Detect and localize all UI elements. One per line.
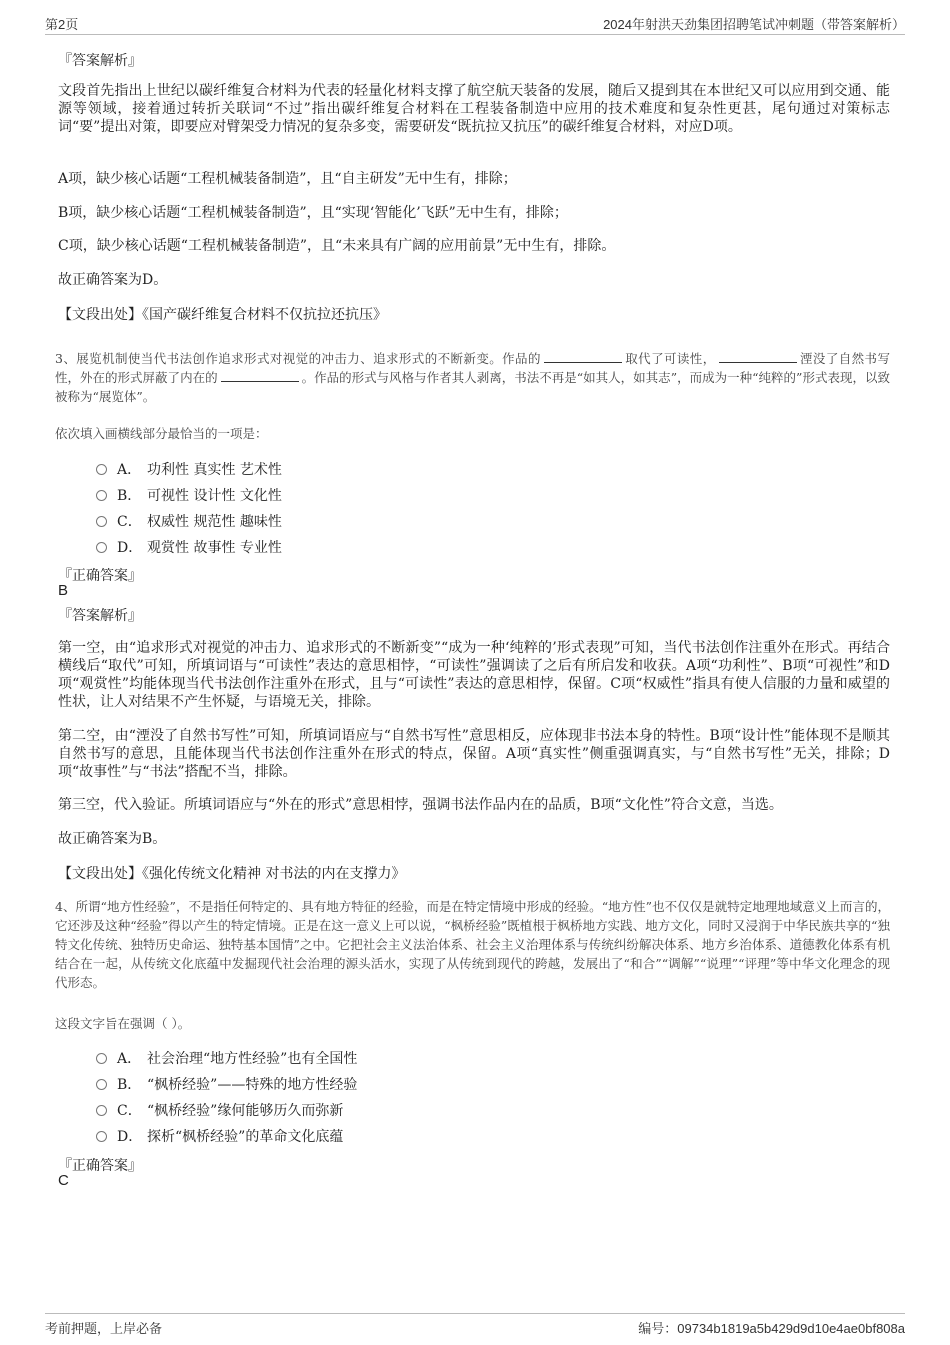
document-id: 编号：09734b1819a5b429d9d10e4ae0bf808a <box>638 1321 905 1336</box>
q4-answer: C <box>58 1172 69 1189</box>
q3-answer-label: 『正确答案』 <box>58 568 142 584</box>
radio-icon[interactable] <box>96 1131 107 1142</box>
q2-conclusion: 故正确答案为D。 <box>58 272 168 288</box>
q3-stem-part-4: 。作品的形式与风格与作者其人剥离，书法不再是“如其人，如其志”，而成为一种“纯粹的”形式表现，以致被称为“展览体”。 <box>55 370 890 404</box>
q3-stem-part-2: 取代了可读性， <box>624 351 716 366</box>
q4-option-b[interactable]: B． “枫桥经验”——特殊的地方性经验 <box>96 1074 357 1094</box>
q2-analysis-option-c: C项，缺少核心话题“工程机械装备制造”，且“未来具有广阔的应用前景”无中生有，排除。 <box>58 238 616 254</box>
radio-icon[interactable] <box>96 1079 107 1090</box>
q3-blank-3 <box>221 369 299 382</box>
q4-prompt: 这段文字旨在强调（ ）。 <box>55 1016 191 1031</box>
q2-analysis-label: 『答案解析』 <box>58 53 142 69</box>
q3-option-c[interactable]: C． 权威性 规范性 趣味性 <box>96 511 282 531</box>
q3-conclusion: 故正确答案为B。 <box>58 831 167 847</box>
radio-icon[interactable] <box>96 542 107 553</box>
q3-source: 【文段出处】《强化传统文化精神 对书法的内在支撑力》 <box>58 866 406 882</box>
q2-analysis-option-a: A项，缺少核心话题“工程机械装备制造”，且“自主研发”无中生有，排除； <box>58 171 517 187</box>
q3-analysis-paragraph-3: 第三空，代入验证。所填词语应与“外在的形式”意思相悖，强调书法作品内在的品质，B项“文化性”符合文意，当选。 <box>58 797 783 813</box>
radio-icon[interactable] <box>96 1105 107 1116</box>
page-number: 第2页 <box>45 17 79 32</box>
q3-analysis-paragraph-2: 第二空，由“湮没了自然书写性”可知，所填词语应与“自然书写性”意思相反，应体现非书法本身的特性。B项“设计性”能体现不是顺其自然书写的意思，且能体现当代书法创作注重外在形式的特点，保留。A项“真实性”侧重强调真实，与“自然书写性”无关，排除；D项“故事性”与“书法”搭配不当，排除。 <box>58 728 890 780</box>
q3-analysis-label: 『答案解析』 <box>58 608 142 624</box>
q3-blank-2 <box>719 350 797 363</box>
q3-stem <box>55 349 890 406</box>
q4-answer-label: 『正确答案』 <box>58 1158 142 1174</box>
radio-icon[interactable] <box>96 1053 107 1064</box>
page-header <box>45 12 905 35</box>
q3-stem-part-1: 3、展览机制使当代书法创作追求形式对视觉的冲击力、追求形式的不断新变。作品的 <box>55 351 541 366</box>
footer-slogan: 考前押题，上岸必备 <box>45 1321 163 1336</box>
q4-option-a[interactable]: A． 社会治理“地方性经验”也有全国性 <box>96 1048 357 1068</box>
q2-analysis-option-b: B项，缺少核心话题“工程机械装备制造”，且“实现‘智能化’飞跃”无中生有，排除； <box>58 205 568 221</box>
q3-option-b[interactable]: B． 可视性 设计性 文化性 <box>96 485 282 505</box>
radio-icon[interactable] <box>96 464 107 475</box>
q3-stem-part-3: 湮没了自然书写性，外在的形式屏蔽了内在的 <box>55 351 890 385</box>
radio-icon[interactable] <box>96 490 107 501</box>
q2-source: 【文段出处】《国产碳纤维复合材料不仅抗拉还抗压》 <box>58 307 387 323</box>
q3-answer: B <box>58 582 69 599</box>
q2-analysis-paragraph: 文段首先指出上世纪以碳纤维复合材料为代表的轻量化材料支撑了航空航天装备的发展，随后又提到其在本世纪又可以应用到交通、能源等领域，接着通过转折关联词“不过”指出碳纤维复合材料在工程装备制造中应用的技术难度和复杂性更甚，尾句通过对策标志词“要”提出对策，即要应对臂架受力情况的复杂多变，需要研发“既抗拉又抗压”的碳纤维复合材料，对应D项。 <box>58 83 890 135</box>
q3-analysis-paragraph-1: 第一空，由“追求形式对视觉的冲击力、追求形式的不断新变”“成为一种‘纯粹的’形式表现”可知，当代书法创作注重外在形式。再结合横线后“取代”可知，所填词语与“可读性”表达的意思相悖，“可读性”强调读了之后有所启发和收获。A项“功利性”、B项“可视性”和D项“观赏性”均能体现当代书法创作注重外在形式，且与“可读性”表达的意思相悖，保留。C项“权威性”指具有使人信服的力量和威望的性状，让人对结果不产生怀疑，与语境无关，排除。 <box>58 640 890 710</box>
q3-blank-1 <box>544 350 622 363</box>
document-title: 2024年射洪天劲集团招聘笔试冲刺题（带答案解析） <box>603 17 905 32</box>
q4-option-d[interactable]: D． 探析“枫桥经验”的革命文化底蕴 <box>96 1126 343 1146</box>
page-footer <box>45 1313 905 1338</box>
q4-stem: 4、所谓“地方性经验”，不是指任何特定的、具有地方特征的经验，而是在特定情境中形成的经验。“地方性”也不仅仅是就特定地理地域意义上而言的，它还涉及这种“经验”得以产生的特定情境。正是在这一意义上可以说，“枫桥经验”既植根于枫桥地方实践、地方文化，同时又浸润于中华民族共享的“独特文化传统、独特历史命运、独特基本国情”之中。它把社会主义法治体系、社会主义治理体系与传统纠纷解决体系、地方乡治体系、道德教化体系有机结合在一起，从传统文化底蕴中发掘现代社会治理的源头活水，实现了从传统到现代的跨越，发展出了“和合”“调解”“说理”“评理”等中华文化理念的现代形态。 <box>55 899 890 990</box>
q4-option-c[interactable]: C． “枫桥经验”缘何能够历久而弥新 <box>96 1100 343 1120</box>
q3-prompt: 依次填入画横线部分最恰当的一项是： <box>55 426 268 441</box>
q3-option-a[interactable]: A． 功利性 真实性 艺术性 <box>96 459 282 479</box>
radio-icon[interactable] <box>96 516 107 527</box>
q3-option-d[interactable]: D． 观赏性 故事性 专业性 <box>96 537 282 557</box>
